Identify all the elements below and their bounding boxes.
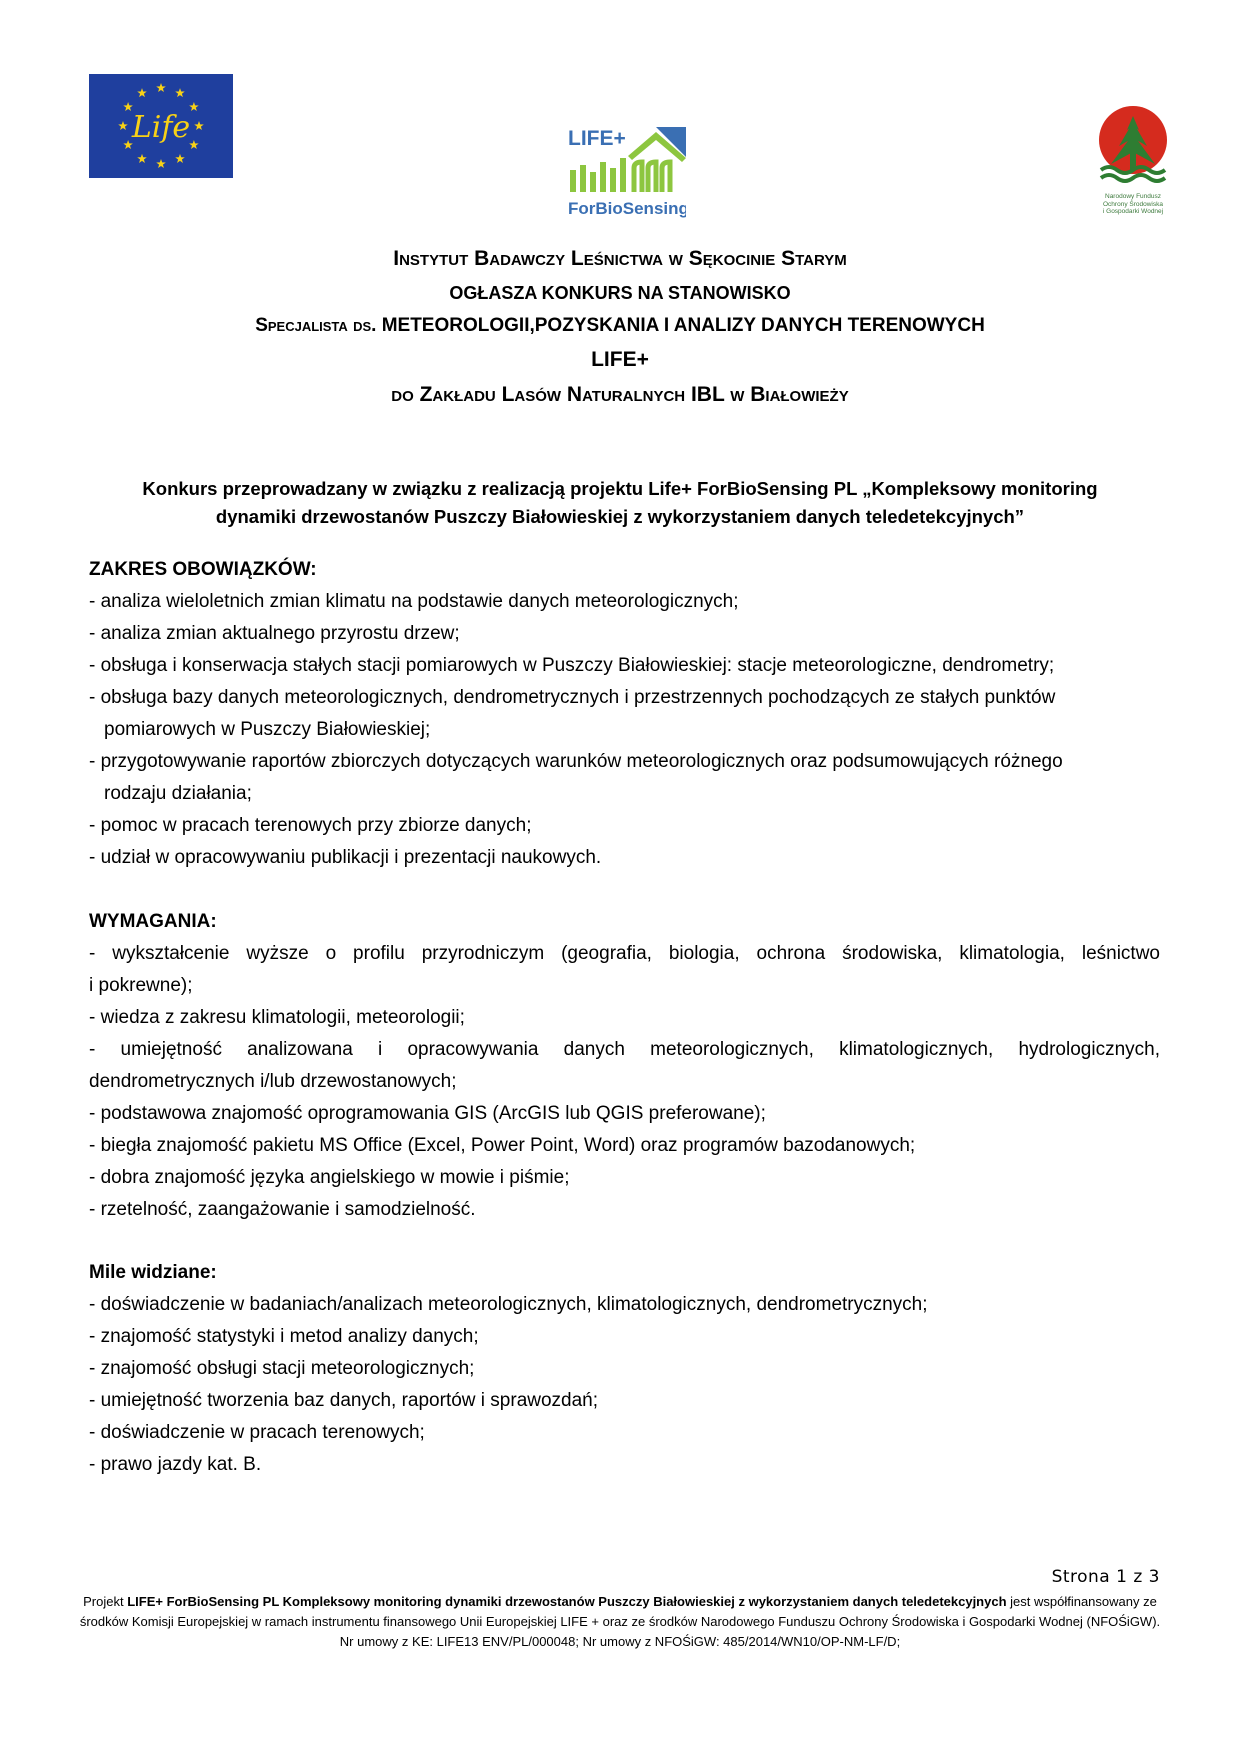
duties-section (89, 554, 1160, 874)
position-main: METEOROLOGII,POZYSKANIA I ANALIZY DANYCH TERENOWYCH (381, 315, 985, 336)
list-item: - rzetelność, zaangażowanie i samodzielność. (89, 1199, 476, 1220)
list-item: - wiedza z zakresu klimatologii, meteorologii; (89, 1007, 465, 1028)
list-item: - znajomość statystyki i metod analizy danych; (89, 1326, 479, 1347)
nice-to-have-title: Mile widziane: (89, 1262, 217, 1283)
eu-flag-icon (89, 74, 233, 178)
nice-to-have-section (89, 1257, 1160, 1481)
requirements-title: WYMAGANIA: (89, 911, 217, 932)
list-item-continuation: dendrometrycznych i/lub drzewostanowych; (89, 1071, 457, 1092)
list-item: - podstawowa znajomość oprogramowania GIS (ArcGIS lub QGIS preferowane); (89, 1103, 766, 1124)
requirements-section (89, 906, 1160, 1226)
list-item-continuation: pomiarowych w Puszczy Białowieskiej; (104, 719, 431, 740)
list-item: - doświadczenie w pracach terenowych; (89, 1422, 425, 1443)
logo-life-plus-text: LIFE+ (568, 127, 626, 150)
life-logo-text: Life (131, 110, 191, 145)
position-title (0, 315, 1240, 337)
list-item: - obsługa bazy danych meteorologicznych, dendrometrycznych i przestrzennych pochodzących ze stałych punktów (89, 687, 1056, 708)
list-item: - udział w opracowywaniu publikacji i prezentacji naukowych. (89, 847, 602, 868)
list-item: - prawo jazdy kat. B. (89, 1454, 262, 1475)
intro-paragraph: Konkurs przeprowadzany w związku z realizacją projektu Life+ ForBioSensing PL „Kompleksowy monitoring dynamiki drzewostanów Puszczy Białowieskiej z wykorzystaniem danych teledetekcyjnych” (142, 478, 1098, 527)
list-item: - analiza zmian aktualnego przyrostu drzew; (89, 623, 460, 644)
list-item: - biegła znajomość pakietu MS Office (Excel, Power Point, Word) oraz programów bazodanowych; (89, 1135, 916, 1156)
nfosigw-emblem-icon (1097, 106, 1169, 186)
page-number: Strona 1 z 3 (1051, 1567, 1160, 1587)
list-item-continuation: i pokrewne); (89, 975, 193, 996)
footer-funding: Projekt LIFE+ ForBioSensing PL Kompleksowy monitoring dynamiki drzewostanów Puszczy Białowieskiej z wykorzystaniem danych teledetekcyjnych jest współfinansowany ze środków Komisji Europejskiej w ramach instrumentu finansowego Unii Europejskiej LIFE + oraz ze środków Narodowego Funduszu Ochrony Środowiska i Gospodarki Wodnej (NFOŚiGW). (79, 1594, 1161, 1629)
list-item: - znajomość obsługi stacji meteorologicznych; (89, 1358, 475, 1379)
forbiosensing-logo (568, 122, 686, 218)
list-item: - obsługa i konserwacja stałych stacji pomiarowych w Puszczy Białowieskiej: stacje meteorologiczne, dendrometry; (89, 655, 1055, 676)
institute-title: Instytut Badawczy Leśnictwa w Sękocinie Starym (393, 247, 847, 270)
eu-life-logo (89, 74, 233, 178)
nfosigw-caption: Narodowy Fundusz Ochrony Środowiska i Gospodarki Wodnej (1102, 193, 1164, 215)
list-item: - przygotowywanie raportów zbiorczych dotyczących warunków meteorologicznych oraz podsumowujących różnego (89, 751, 1063, 772)
department-title: do Zakładu Lasów Naturalnych IBL w Białowieży (391, 383, 849, 406)
footer-contracts: Nr umowy z KE: LIFE13 ENV/PL/000048; Nr umowy z NFOŚiGW: 485/2014/WN10/OP-NM-LF/D; (339, 1634, 901, 1649)
list-item: - doświadczenie w badaniach/analizach meteorologicznych, klimatologicznych, dendrometrycznych; (89, 1294, 928, 1315)
program-name: LIFE+ (591, 348, 649, 371)
list-item: - pomoc w pracach terenowych przy zbiorze danych; (89, 815, 532, 836)
duties-title: ZAKRES OBOWIĄZKÓW: (89, 559, 317, 580)
logo-forbiosensing-text: ForBioSensing (568, 199, 686, 218)
list-item: - umiejętność tworzenia baz danych, raportów i sprawozdań; (89, 1390, 599, 1411)
list-item: - umiejętność analizowana i opracowywania danych meteorologicznych, klimatologicznych, hydrologicznych, (89, 1039, 1160, 1060)
position-prefix: Specjalista ds. (255, 315, 377, 336)
list-item: - analiza wieloletnich zmian klimatu na podstawie danych meteorologicznych; (89, 591, 739, 612)
list-item: - dobra znajomość języka angielskiego w mowie i piśmie; (89, 1167, 570, 1188)
list-item: - wykształcenie wyższe o profilu przyrodniczym (geografia, biologia, ochrona środowiska, klimatologia, leśnictwo (89, 943, 1160, 964)
announcement-line: OGŁASZA KONKURS NA STANOWISKO (449, 283, 791, 303)
nfosigw-logo (1092, 106, 1174, 222)
footer-note (60, 1592, 1180, 1652)
list-item-continuation: rodzaju działania; (104, 783, 252, 804)
footer-project-name: LIFE+ ForBioSensing PL Kompleksowy monitoring dynamiki drzewostanów Puszczy Białowieskiej z wykorzystaniem danych teledetekcyjnych (127, 1594, 1007, 1609)
